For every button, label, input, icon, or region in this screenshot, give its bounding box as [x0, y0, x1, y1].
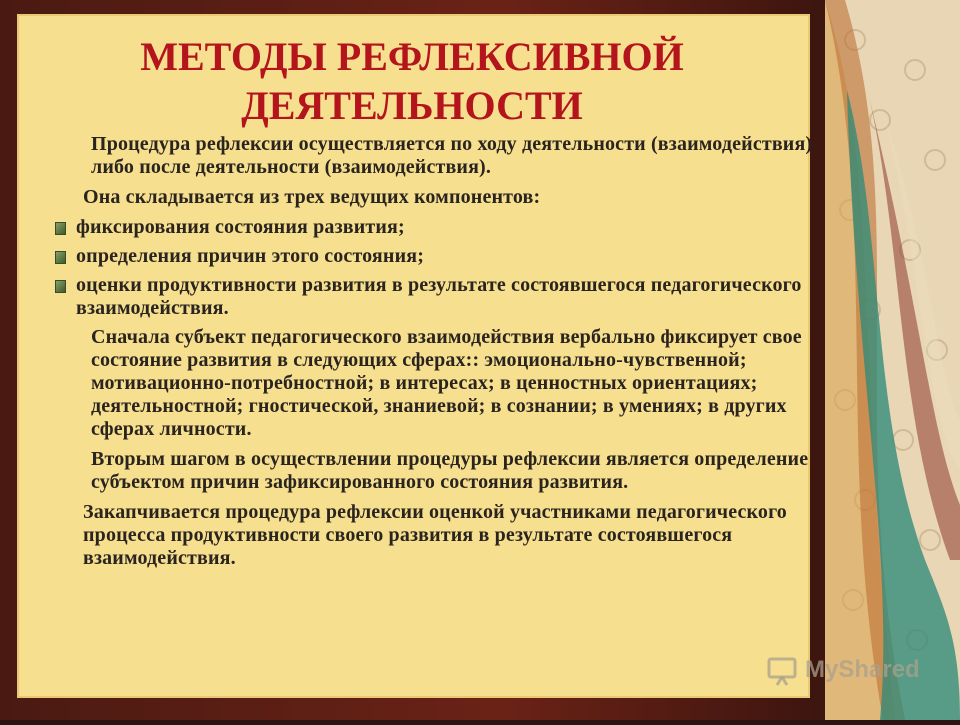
list-item	[53, 216, 823, 239]
bullet-text: определения причин этого состояния;	[76, 245, 425, 267]
presentation-board-icon	[765, 653, 799, 687]
slide-title: МЕТОДЫ РЕФЛЕКСИВНОЙ ДЕЯТЕЛЬНОСТИ	[140, 34, 684, 128]
bullet-square-icon	[55, 222, 66, 235]
bullet-text: оценки продуктивности развития в результате состоявшегося педагогического взаимодействия.	[76, 274, 802, 319]
decorative-panel	[825, 0, 960, 720]
slide-body	[53, 133, 823, 577]
paragraph-second-step: Вторым шагом в осуществлении процедуры рефлексии является определение субъектом причин зафиксированного состояния развития.	[91, 448, 809, 493]
watermark	[765, 653, 920, 687]
paragraph-procedure: Процедура рефлексии осуществляется по ходу деятельности (взаимодействия) либо после деятельности (взаимодействия).	[91, 133, 813, 178]
bullet-text: фиксирования состояния развития;	[76, 216, 405, 238]
paragraph-final-step: Закапчивается процедура рефлексии оценкой участниками педагогического процесса продуктивности своего развития в результате состоявшегося взаимодействия.	[83, 501, 787, 569]
paragraph-first-step: Сначала субъект педагогического взаимодействия вербально фиксирует свое состояние развития в следующих сферах:: эмоционально-чувственной; мотивационно-потребностной; в интересах; в ценностных ориентациях; деятельностной; гностической, знаниевой; в сознании; в умениях; в других сферах личности.	[91, 326, 802, 440]
list-item	[53, 245, 823, 268]
watermark-text: MyShared	[805, 656, 920, 683]
bullet-square-icon	[55, 280, 66, 293]
bullet-square-icon	[55, 251, 66, 264]
list-item	[53, 274, 823, 320]
paragraph-components-intro: Она складывается из трех ведущих компонентов:	[83, 186, 541, 208]
decorative-leaves-icon	[825, 0, 960, 720]
